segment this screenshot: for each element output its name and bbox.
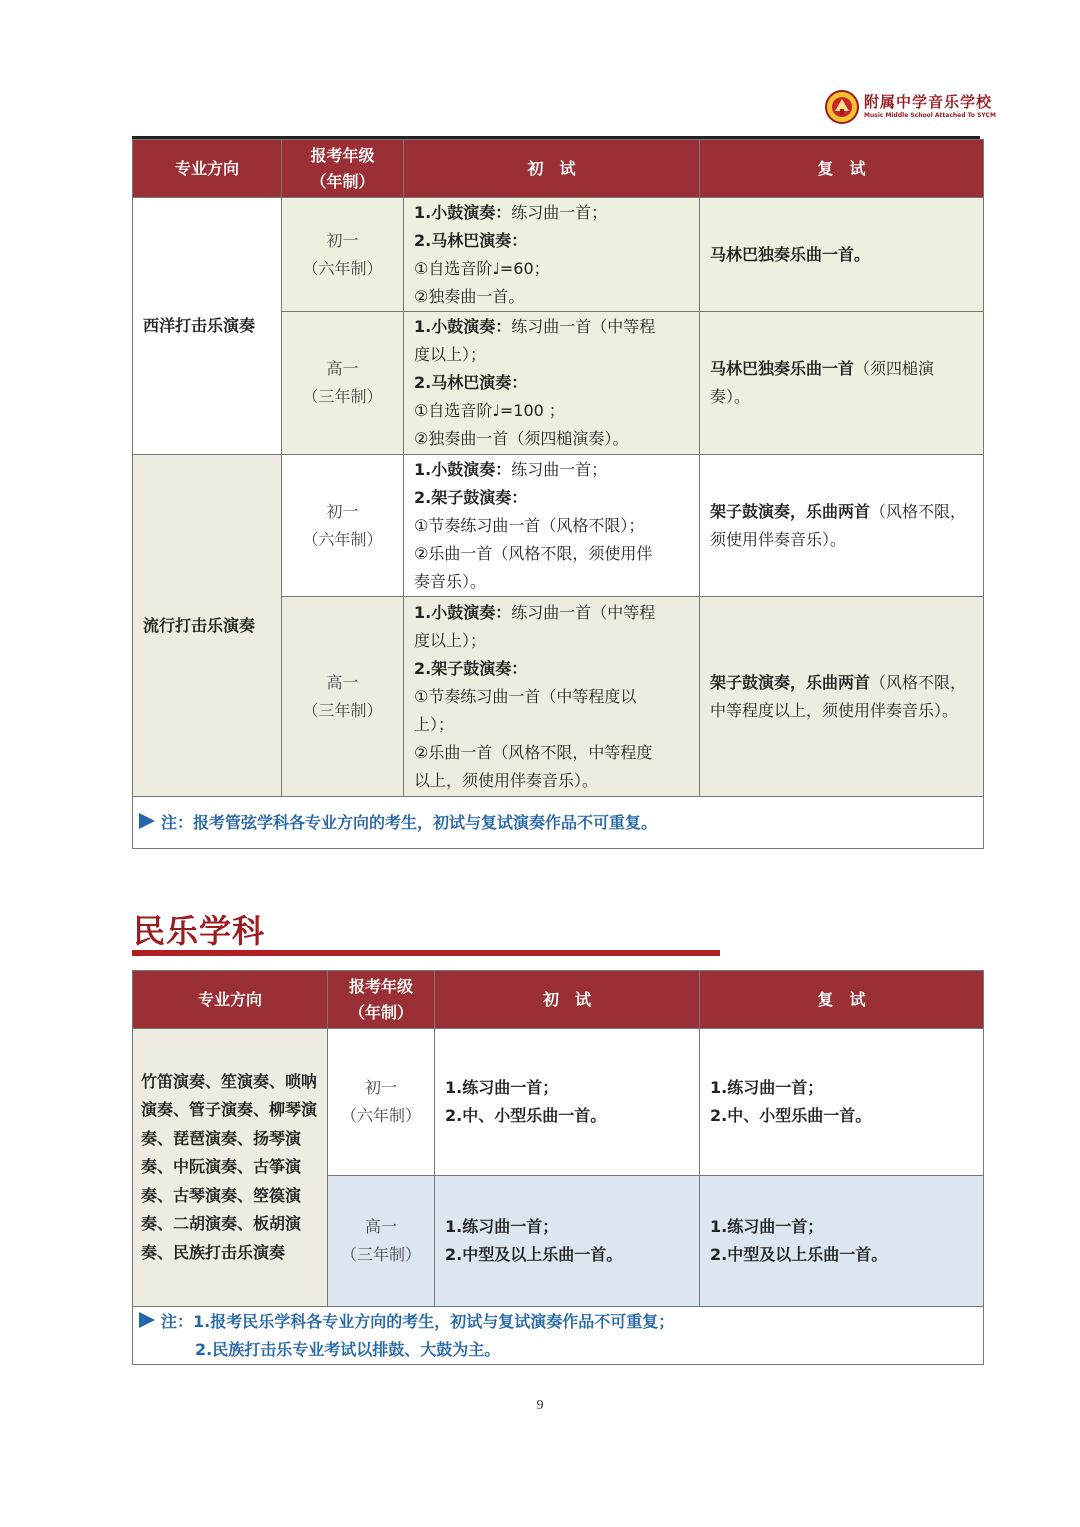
header-grade: 报考年级 （年制） — [282, 140, 404, 198]
header-final: 复 试 — [700, 971, 984, 1029]
prelim-cell: 1.小鼓演奏：练习曲一首（中等程 度以上）； 2.马林巴演奏： ①自选音阶♩=100 ； ②独奏曲一首（须四槌演奏）。 — [404, 312, 700, 455]
grade-cell: 高一 （三年制） — [282, 312, 404, 455]
table-row — [133, 198, 984, 312]
final-cell: 1.练习曲一首； 2.中型及以上乐曲一首。 — [700, 1176, 984, 1307]
school-name-cn: 附属中学音乐学校 — [864, 93, 993, 111]
note-text-line1: 注：1.报考民乐学科各专业方向的考生，初试与复试演奏作品不可重复； — [161, 1311, 675, 1331]
header-major: 专业方向 — [133, 140, 282, 198]
section-rule — [132, 950, 720, 956]
prelim-cell: 1.小鼓演奏：练习曲一首（中等程 度以上）； 2.架子鼓演奏： ①节奏练习曲一首（中等程度以 上）； ②乐曲一首（风格不限，中等程度 以上，须使用伴奏音乐）。 — [404, 597, 700, 797]
grade-cell: 初一 （六年制） — [282, 198, 404, 312]
grade-cell: 初一 （六年制） — [328, 1029, 435, 1176]
prelim-cell: 1.小鼓演奏：练习曲一首； 2.架子鼓演奏： ①节奏练习曲一首（风格不限）； ②乐曲一首（风格不限，须使用伴 奏音乐）。 — [404, 455, 700, 597]
school-emblem-icon — [824, 89, 860, 125]
table-row — [133, 1029, 984, 1176]
table-row — [133, 455, 984, 597]
final-cell: 架子鼓演奏，乐曲两首（风格不限，须使用伴奏音乐）。 — [700, 455, 984, 597]
header-grade: 报考年级 （年制） — [328, 971, 435, 1029]
prelim-cell: 1.练习曲一首； 2.中、小型乐曲一首。 — [435, 1029, 700, 1176]
header-final: 复 试 — [700, 140, 984, 198]
header-major: 专业方向 — [133, 971, 328, 1029]
grade-cell: 高一 （三年制） — [282, 597, 404, 797]
note-text-line2: 2.民族打击乐专业考试以排鼓、大鼓为主。 — [195, 1339, 501, 1359]
percussion-table — [132, 139, 984, 849]
note-text: 注：报考管弦学科各专业方向的考生，初试与复试演奏作品不可重复。 — [161, 812, 658, 832]
folk-table — [132, 970, 984, 1365]
note-arrow-icon — [139, 813, 155, 829]
note-arrow-icon — [139, 1312, 155, 1328]
note-row — [133, 1307, 984, 1365]
section-title: 民乐学科 — [133, 912, 266, 950]
header-prelim: 初 试 — [435, 971, 700, 1029]
page-number: 9 — [536, 1398, 544, 1413]
final-cell: 马林巴独奏乐曲一首（须四槌演奏）。 — [700, 312, 984, 455]
header-prelim: 初 试 — [404, 140, 700, 198]
grade-cell: 初一 （六年制） — [282, 455, 404, 597]
table-header-row — [133, 140, 984, 198]
final-cell: 架子鼓演奏，乐曲两首（风格不限，中等程度以上，须使用伴奏音乐）。 — [700, 597, 984, 797]
major-cell: 流行打击乐演奏 — [133, 455, 282, 797]
final-cell: 1.练习曲一首； 2.中、小型乐曲一首。 — [700, 1029, 984, 1176]
final-cell: 马林巴独奏乐曲一首。 — [700, 198, 984, 312]
school-logo — [824, 88, 999, 126]
school-name-en: Music Middle School Attached To SYCM — [864, 112, 996, 119]
table-header-row — [133, 971, 984, 1029]
major-cell: 竹笛演奏、笙演奏、唢呐演奏、管子演奏、柳琴演奏、琵琶演奏、扬琴演奏、中阮演奏、古筝演奏、古琴演奏、箜篌演奏、二胡演奏、板胡演奏、民族打击乐演奏 — [133, 1029, 328, 1307]
note-row — [133, 797, 984, 849]
grade-cell: 高一 （三年制） — [328, 1176, 435, 1307]
prelim-cell: 1.小鼓演奏：练习曲一首； 2.马林巴演奏： ①自选音阶♩=60； ②独奏曲一首。 — [404, 198, 700, 312]
prelim-cell: 1.练习曲一首； 2.中型及以上乐曲一首。 — [435, 1176, 700, 1307]
major-cell: 西洋打击乐演奏 — [133, 198, 282, 455]
